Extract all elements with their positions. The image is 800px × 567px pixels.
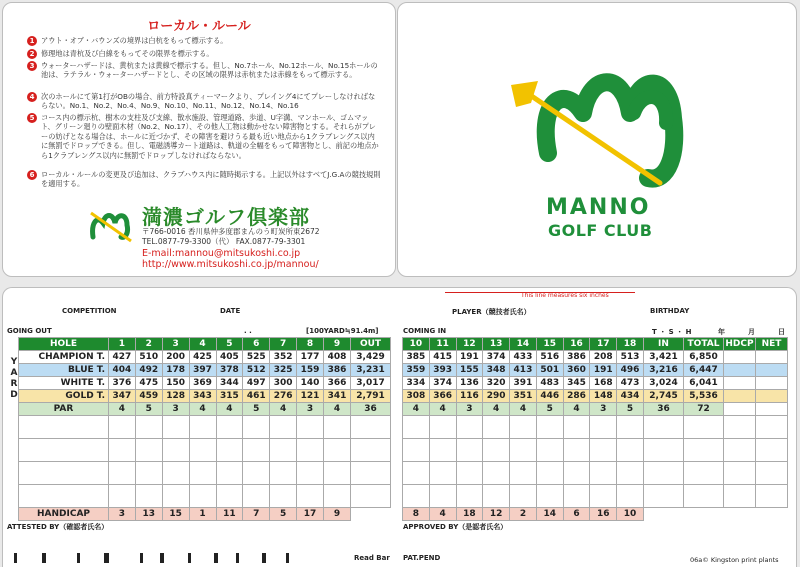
read-bar-mark: [42, 553, 46, 563]
day-label: 日: [778, 328, 785, 336]
table-row: GOLD T. 347 459 128 343 315 461 276 121 341 2,791: [19, 390, 391, 403]
score-entry-row[interactable]: [19, 462, 391, 485]
attested-by-label: ATTESTED BY（確認者氏名）: [7, 523, 109, 531]
approved-by-label: APPROVED BY（是認者氏名）: [403, 523, 508, 531]
table-row: 308 366 116 290 351 446 286 148 434 2,745 5,536: [403, 390, 788, 403]
printer-credit: 06a© Kingston print plants: [690, 556, 779, 564]
read-bar-mark: [160, 553, 164, 563]
front-header-row: HOLE 1 2 3 4 5 6 7 8 9 OUT: [19, 338, 391, 351]
logo-card: [397, 2, 797, 277]
rule-item: 3 ウォーターハザードは、黄杭または黄線で標示する。但し、No.7ホール、No.12ホール、No.15ホールの池は、ラテラル・ウォーターハザードとし、その区域の限界は赤杭または赤線をもって標示する。: [41, 61, 381, 80]
score-entry-row[interactable]: [403, 485, 788, 508]
club-mini-logo: [87, 203, 139, 245]
read-bar-label: Read Bar: [354, 554, 390, 562]
table-row: 334 374 136 320 391 483 345 168 473 3,024 6,041: [403, 377, 788, 390]
back-header-row: 10 11 12 13 14 15 16 17 18 IN TOTAL HDCP NET: [403, 338, 788, 351]
front-nine-table: [18, 337, 391, 521]
read-bar-mark: [236, 553, 239, 563]
club-url[interactable]: http://www.mitsukoshi.co.jp/mannou/: [142, 259, 319, 270]
score-entry-row[interactable]: [19, 439, 391, 462]
read-bar-mark: [262, 553, 266, 563]
birthday-label: BIRTHDAY: [650, 307, 690, 315]
back-nine-table: [402, 337, 788, 521]
yard-vertical-label: Y A R D: [10, 357, 18, 400]
date-dots: . .: [244, 327, 252, 335]
date-label: DATE: [220, 307, 241, 315]
score-entry-row[interactable]: [403, 416, 788, 439]
club-info: [87, 201, 347, 271]
read-bar-mark: [14, 553, 17, 563]
local-rules-card: [2, 2, 396, 277]
table-row: 385 415 191 374 433 516 386 208 513 3,421 6,850: [403, 351, 788, 364]
going-out-label: GOING OUT: [7, 327, 52, 335]
table-row: CHAMPION T. 427 510 200 425 405 525 352 177 408 3,429: [19, 351, 391, 364]
rule-item: 1 アウト・オブ・バウンズの境界は白杭をもって標示する。: [41, 36, 381, 45]
pat-pend-label: PAT.PEND: [403, 554, 441, 562]
club-address: 〒766-0016 香川県仲多度郡まんのう町炭所東2672 TEL.0877-79-3300（代） FAX.0877-79-3301: [142, 227, 320, 246]
rules-title: ローカル・ルール: [147, 19, 251, 34]
rule-item: 4 次のホールにて第1打がOBの場合、前方特設真ティーマークより、プレイング4にてプレーしなければならない。No.1、No.2、No.4、No.9、No.10、No.11、No.12、No.14、No.16: [41, 92, 381, 111]
logo-text-manno: MANNO: [546, 195, 651, 220]
club-name-jp: 満濃ゴルフ倶楽部: [142, 205, 310, 229]
competition-label: COMPETITION: [62, 307, 117, 315]
read-bar-mark: [286, 553, 289, 563]
score-entry-row[interactable]: [19, 485, 391, 508]
player-label: PLAYER（競技者氏名）: [452, 308, 531, 316]
tsh-label: T ・ S ・ H: [652, 328, 692, 336]
rule-item: 5 コース内の標示杭、樹木の支柱及び支線、散水施設、管理道路、歩道、U字溝、マンホール、ゴムマット、グリーン廻りの壁面木材（No.2、No.17）、その他人工物は動かせない障害物とする。それらがプレーの妨げとなる場合は、ホールに近づかず、その障害を避けうる最も近い地点から1クラブレングス以内に無罰でドロップできる。但し、電磁誘導カート道路は、軌道の全幅をもって障害物とし、前記の地点から1クラブレングス以内に無罰でドロップしなければならない。: [41, 113, 381, 160]
rule-item: 6 ローカル・ルールの変更及び追加は、クラブハウス内に随時掲示する。上記以外はすべてJ.G.Aの競技規則を適用する。: [41, 170, 381, 189]
read-bar-mark: [188, 553, 191, 563]
year-label: 年: [718, 328, 725, 336]
score-entry-row[interactable]: [403, 462, 788, 485]
table-row: WHITE T. 376 475 150 369 344 497 300 140 366 3,017: [19, 377, 391, 390]
coming-in-label: COMING IN: [403, 327, 447, 335]
yard-unit: [100YARD≒91.4m]: [306, 327, 379, 335]
club-email[interactable]: E-mail:mannou@mitsukoshi.co.jp: [142, 248, 301, 259]
measure-note: This line measures six inches: [521, 292, 609, 299]
read-bar-mark: [104, 553, 109, 563]
handicap-row: HANDICAP 3 13 15 1 11 7 5 17 9: [19, 508, 391, 521]
table-row: BLUE T. 404 492 178 397 378 512 325 159 386 3,231: [19, 364, 391, 377]
handicap-row: 8 4 18 12 2 14 6 16 10: [403, 508, 788, 521]
score-entry-row[interactable]: [403, 439, 788, 462]
rule-item: 2 修理地は青杭及び白線をもってその限界を標示する。: [41, 49, 381, 58]
read-bar-mark: [77, 553, 80, 563]
read-bar-mark: [214, 553, 218, 563]
table-row: 359 393 155 348 413 501 360 191 496 3,216 6,447: [403, 364, 788, 377]
par-row: 4 4 3 4 4 5 4 3 5 36 72: [403, 403, 788, 416]
month-label: 月: [748, 328, 755, 336]
read-bar-mark: [140, 553, 143, 563]
score-entry-row[interactable]: [19, 416, 391, 439]
logo-text-golf-club: GOLF CLUB: [548, 221, 653, 240]
par-row: PAR 4 5 3 4 4 5 4 3 4 36: [19, 403, 391, 416]
